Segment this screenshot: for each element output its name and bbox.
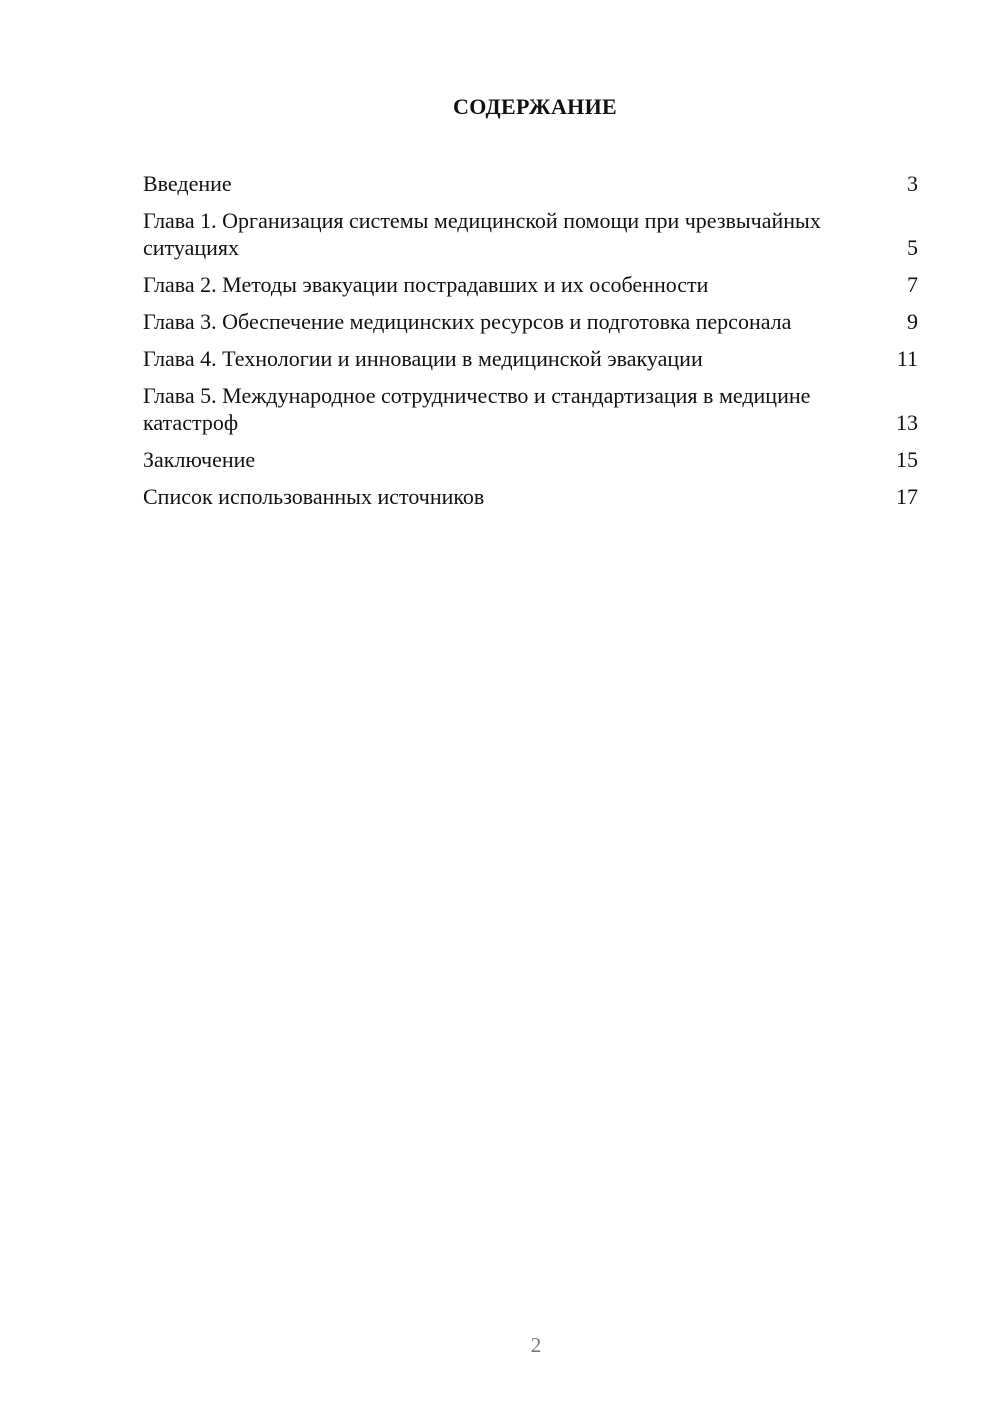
toc-entry-label: Заключение bbox=[143, 447, 256, 472]
toc-entry-chapter-1[interactable] bbox=[143, 207, 918, 261]
toc-entry-chapter-2[interactable] bbox=[143, 271, 918, 298]
toc-entry-page: 7 bbox=[907, 272, 918, 297]
toc-entry-page: 15 bbox=[896, 447, 918, 472]
toc-entry-label: Глава 2. Методы эвакуации пострадавших и их особенности bbox=[143, 272, 709, 297]
toc-entry-label: Глава 1. Организация системы медицинской помощи при чрезвычайных ситуациях bbox=[143, 208, 821, 260]
toc-entry-page: 17 bbox=[896, 484, 918, 509]
table-of-contents bbox=[143, 170, 918, 520]
toc-entry-conclusion[interactable] bbox=[143, 446, 918, 473]
toc-entry-label: Глава 3. Обеспечение медицинских ресурсов и подготовка персонала bbox=[143, 309, 792, 334]
toc-entry-page: 13 bbox=[896, 410, 918, 435]
toc-entry-label: Глава 5. Международное сотрудничество и стандартизация в медицине катастроф bbox=[143, 383, 811, 435]
toc-entry-chapter-5[interactable] bbox=[143, 382, 918, 436]
toc-entry-page: 11 bbox=[896, 346, 918, 371]
toc-entry-chapter-4[interactable] bbox=[143, 345, 918, 372]
page-number: 2 bbox=[530, 1333, 542, 1357]
toc-entry-label: Список использованных источников bbox=[143, 484, 485, 509]
toc-title: СОДЕРЖАНИЕ bbox=[453, 94, 617, 119]
toc-entry-page: 9 bbox=[907, 309, 918, 334]
toc-entry-references[interactable] bbox=[143, 483, 918, 510]
toc-entry-page: 3 bbox=[907, 171, 918, 196]
toc-entry-introduction[interactable] bbox=[143, 170, 918, 197]
toc-entry-chapter-3[interactable] bbox=[143, 308, 918, 335]
toc-entry-page: 5 bbox=[907, 235, 918, 260]
toc-entry-label: Глава 4. Технологии и инновации в медицинской эвакуации bbox=[143, 346, 703, 371]
toc-entry-label: Введение bbox=[143, 171, 232, 196]
